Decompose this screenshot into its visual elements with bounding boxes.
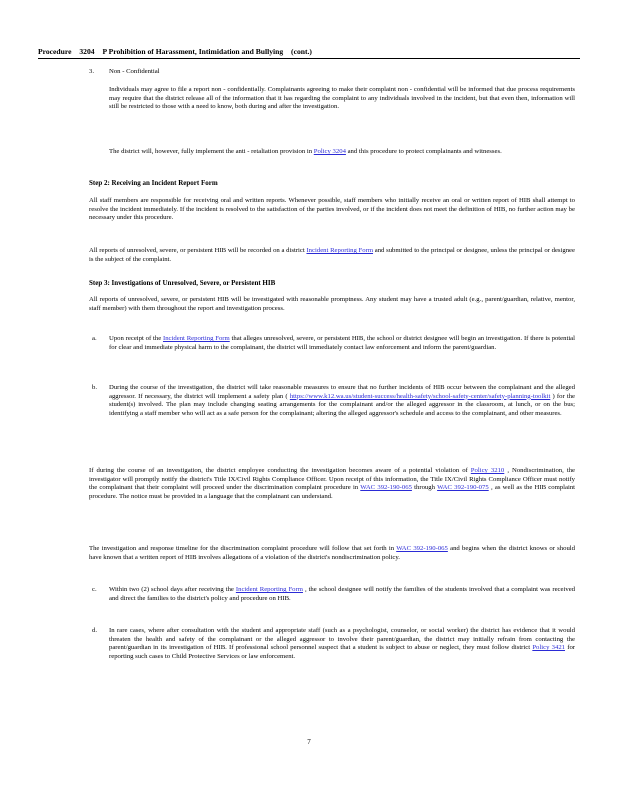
continued-label: (cont.) bbox=[291, 47, 312, 56]
text: through bbox=[414, 484, 435, 492]
incident-form-link[interactable]: Incident Reporting Form bbox=[306, 247, 374, 254]
nondiscrimination-paragraph bbox=[89, 467, 575, 501]
text: , Nondiscrimination, the investigator will promptly notify the district's Title IX/Civil Rights Compliance Officer. Upon receipt of this information, the Title IX/Civil Rights Compliance Officer must notify the complainant that their complaint will proceed under the discrimination complaint procedure in bbox=[89, 467, 576, 492]
wac-link[interactable]: WAC 392-190-065 bbox=[360, 484, 412, 492]
policy-link[interactable]: Policy 3204 bbox=[313, 148, 346, 155]
safety-plan-link[interactable]: https://www.k12.wa.us/student-success/health-safety/school-safety-center/safety-planning-toolkit bbox=[289, 392, 551, 400]
procedure-title: P Prohibition of Harassment, Intimidation and Bullying bbox=[102, 47, 284, 56]
text: for reporting such cases to Child Protective Services or law enforcement. bbox=[109, 644, 576, 660]
text: and begins when the district knows or should have known that a written report of HIB involves allegations of a violation of the district's nondiscrimination policy. bbox=[89, 545, 576, 561]
procedure-number: 3204 bbox=[79, 47, 95, 56]
text: , the school designee will notify the families of the students involved that a complaint was received and direct the families to the district's policy and procedure on HIB. bbox=[109, 586, 576, 602]
wac-link[interactable]: WAC 392-190-075 bbox=[437, 484, 489, 492]
procedure-label: Procedure bbox=[38, 47, 72, 56]
section3-paragraph-2 bbox=[109, 148, 575, 157]
section-number: 3. bbox=[89, 68, 95, 75]
text: ) for the student(s) involved. The plan may include changing seating arrangements for the complainant and/or the alleged aggressor in the classroom, at lunch, or on the bus; identifying a staff member who will act as a safe person for the complainant; altering the alleged aggressor's schedule and access to the complainant, and other measures. bbox=[109, 392, 576, 417]
section-heading: Non - Confidential bbox=[109, 68, 160, 75]
text: All reports of unresolved, severe, or persistent HIB will be recorded on a district bbox=[89, 247, 305, 254]
step2-heading: Step 2: Receiving an Incident Report Form bbox=[89, 179, 218, 187]
policy-link[interactable]: Policy 3421 bbox=[532, 644, 566, 652]
text: In rare cases, where after consultation with the student and appropriate staff (such as a psychologist, counselor, or social worker) the district has evidence that it would threaten the health and safety of the complainant or the alleged aggressor to involve their parent/guardian, the district may initially refrain from contacting the parent/guardian in its investigation of HIB. If professional school personnel suspect that a student is subject to abuse or neglect, they must follow district bbox=[109, 627, 575, 652]
text: The investigation and response timeline for the discrimination complaint procedure will follow that set forth in bbox=[89, 545, 395, 552]
item-b-text bbox=[109, 384, 575, 418]
section3-paragraph-1: Individuals may agree to file a report non - confidentially. Complainants agreeing to make their complaint non - confidential will be informed that due process requirements may require that the district release all of the information that it has regarding the complaint to any individuals involved in the incident, but that even then, information will still be restricted to those with a need to know, both during and after the investigation. bbox=[109, 86, 575, 111]
item-c-label: c. bbox=[92, 586, 97, 593]
item-c-text bbox=[109, 586, 575, 603]
page-header bbox=[38, 47, 580, 59]
item-b-label: b. bbox=[92, 384, 98, 391]
policy-link[interactable]: Policy 3210 bbox=[470, 467, 505, 474]
wac-link[interactable]: WAC 392-190-065 bbox=[396, 545, 448, 552]
incident-form-link[interactable]: Incident Reporting Form bbox=[162, 335, 230, 342]
incident-form-link[interactable]: Incident Reporting Form bbox=[235, 586, 303, 593]
item-a-text bbox=[109, 335, 575, 352]
text: that alleges unresolved, severe, or persistent HIB, the school or district designee will begin an investigation. If there is potential for clear and immediate physical harm to the complainant, the district will immediately contact law enforcement and inform the parent/guardian. bbox=[109, 335, 576, 351]
text: , as well as the HIB complaint procedure. The notice must be provided in a language that the complainant can understand. bbox=[89, 484, 576, 500]
text: The district will, however, fully implement the anti - retaliation provision in bbox=[109, 148, 313, 155]
step2-paragraph-2 bbox=[89, 247, 575, 264]
step2-paragraph-1: All staff members are responsible for receiving oral and written reports. Whenever possible, staff members who initially receive an oral or written report of HIB shall attempt to resolve the incident immediately. If the incident is resolved to the satisfaction of the parties involved, or if the incident does not meet the definition of HIB, no further action may be necessary under this procedure. bbox=[89, 197, 575, 222]
text: Within two (2) school days after receiving the bbox=[109, 586, 234, 593]
step3-intro: All reports of unresolved, severe, or persistent HIB will be investigated with reasonable promptness. Any student may have a trusted adult (e.g., parent/guardian, relative, mentor, staff member) with them throughout the report and investigation process. bbox=[89, 296, 575, 312]
text: If during the course of an investigation, the district employee conducting the investigation becomes aware of a potential violation of bbox=[89, 467, 468, 474]
text: and this procedure to protect complainants and witnesses. bbox=[347, 148, 502, 155]
item-d-label: d. bbox=[92, 627, 98, 634]
timeline-paragraph bbox=[89, 545, 575, 562]
item-d-text bbox=[109, 627, 575, 661]
text: and submitted to the principal or designee, unless the principal or designee is the subject of the complaint. bbox=[89, 247, 575, 263]
text: Upon receipt of the bbox=[109, 335, 162, 342]
step3-heading: Step 3: Investigations of Unresolved, Severe, or Persistent HIB bbox=[89, 279, 276, 287]
item-a-label: a. bbox=[92, 335, 97, 342]
text: During the course of the investigation, the district will take reasonable measures to ensure that no further incidents of HIB occur between the complainant and the alleged aggressor. If necessary, the district will implement a safety plan ( bbox=[109, 384, 575, 400]
page-number: 7 bbox=[307, 738, 311, 746]
